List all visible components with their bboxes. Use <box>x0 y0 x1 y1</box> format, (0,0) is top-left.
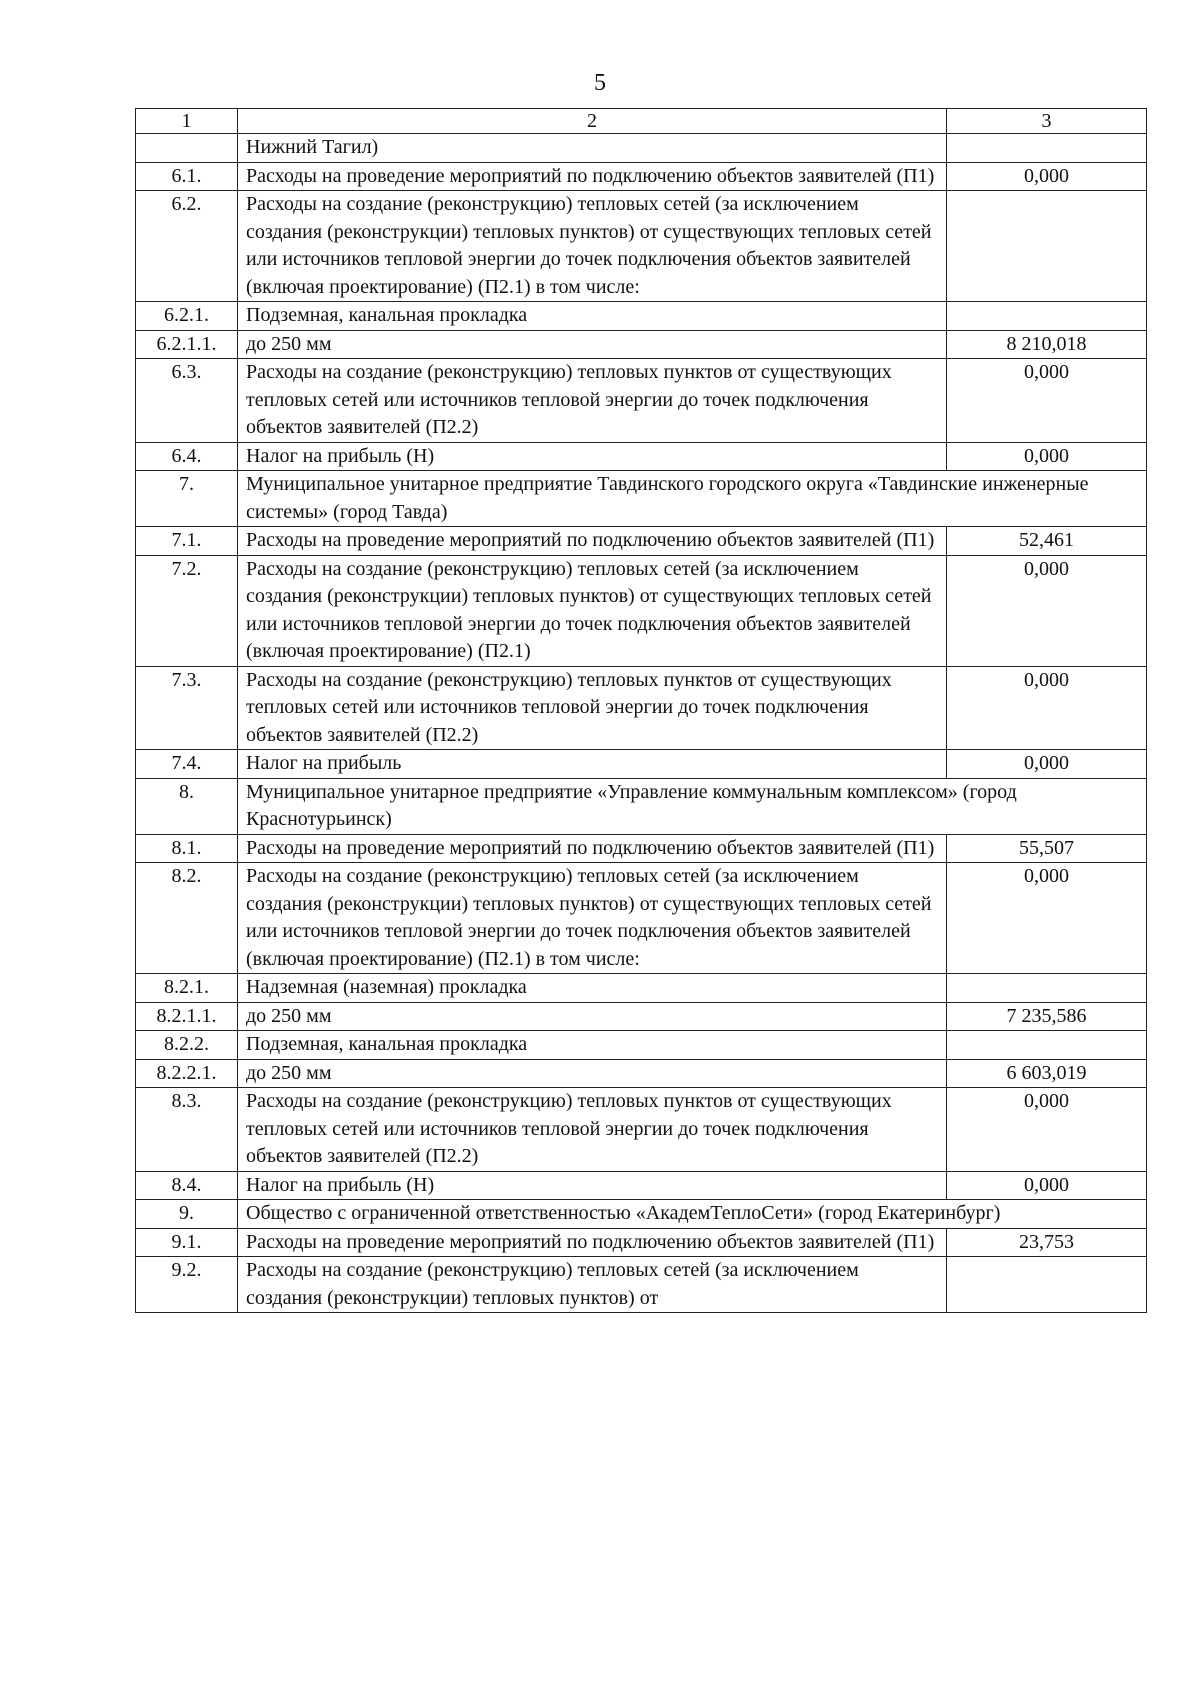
row-value-cell <box>947 1031 1147 1060</box>
table-row <box>136 555 1147 666</box>
row-description-cell: Расходы на создание (реконструкцию) тепловых сетей (за исключением создания (реконструкции) тепловых пунктов) от существующих тепловых сетей или источников тепловой энергии до точек подключения объектов заявителей (включая проектирование) (П2.1) <box>238 555 947 666</box>
table-row <box>136 162 1147 191</box>
table-row <box>136 471 1147 527</box>
table-header-row <box>136 109 1147 134</box>
table-row <box>136 974 1147 1003</box>
row-value-cell <box>947 134 1147 163</box>
row-value-cell <box>947 191 1147 302</box>
table-row <box>136 834 1147 863</box>
table-row <box>136 863 1147 974</box>
row-value-cell: 0,000 <box>947 666 1147 750</box>
row-number-cell: 9.2. <box>136 1257 238 1313</box>
table-row <box>136 778 1147 834</box>
table-body <box>136 109 1147 1313</box>
tariff-table <box>135 108 1147 1313</box>
row-description-cell: Нижний Тагил) <box>238 134 947 163</box>
row-value-cell: 0,000 <box>947 750 1147 779</box>
row-description-cell: Подземная, канальная прокладка <box>238 1031 947 1060</box>
row-number-cell: 8.2. <box>136 863 238 974</box>
row-number-cell: 8.4. <box>136 1171 238 1200</box>
row-number-cell: 7.4. <box>136 750 238 779</box>
row-value-cell: 0,000 <box>947 1088 1147 1172</box>
row-value-cell: 23,753 <box>947 1228 1147 1257</box>
table-row <box>136 1088 1147 1172</box>
row-value-cell: 0,000 <box>947 863 1147 974</box>
table-row <box>136 191 1147 302</box>
row-number-cell: 8.3. <box>136 1088 238 1172</box>
row-description-cell: Налог на прибыль (Н) <box>238 442 947 471</box>
table-row <box>136 302 1147 331</box>
row-value-cell: 55,507 <box>947 834 1147 863</box>
row-description-cell: до 250 мм <box>238 1059 947 1088</box>
header-cell-num: 1 <box>136 109 238 134</box>
row-description-cell: Расходы на создание (реконструкцию) тепловых пунктов от существующих тепловых сетей или источников тепловой энергии до точек подключения объектов заявителей (П2.2) <box>238 666 947 750</box>
row-number-cell: 7.1. <box>136 527 238 556</box>
row-description-cell: Расходы на создание (реконструкцию) тепловых пунктов от существующих тепловых сетей или источников тепловой энергии до точек подключения объектов заявителей (П2.2) <box>238 359 947 443</box>
header-cell-value: 3 <box>947 109 1147 134</box>
organization-name-cell: Муниципальное унитарное предприятие Тавдинского городского округа «Тавдинские инженерные системы» (город Тавда) <box>238 471 1147 527</box>
row-description-cell: Налог на прибыль <box>238 750 947 779</box>
table-row <box>136 1257 1147 1313</box>
row-number-cell: 7. <box>136 471 238 527</box>
row-number-cell: 9.1. <box>136 1228 238 1257</box>
row-value-cell: 7 235,586 <box>947 1002 1147 1031</box>
table-row <box>136 1059 1147 1088</box>
row-description-cell: Расходы на проведение мероприятий по подключению объектов заявителей (П1) <box>238 527 947 556</box>
row-value-cell: 0,000 <box>947 555 1147 666</box>
row-number-cell: 8.2.1. <box>136 974 238 1003</box>
row-value-cell: 0,000 <box>947 162 1147 191</box>
row-number-cell: 8.2.2.1. <box>136 1059 238 1088</box>
row-number-cell: 8.2.1.1. <box>136 1002 238 1031</box>
table-row <box>136 527 1147 556</box>
row-number-cell: 7.3. <box>136 666 238 750</box>
row-description-cell: до 250 мм <box>238 1002 947 1031</box>
table-row <box>136 1228 1147 1257</box>
row-number-cell: 8. <box>136 778 238 834</box>
row-description-cell: Расходы на проведение мероприятий по подключению объектов заявителей (П1) <box>238 834 947 863</box>
table-row <box>136 1200 1147 1229</box>
table-row <box>136 330 1147 359</box>
table-row <box>136 442 1147 471</box>
row-number-cell: 6.3. <box>136 359 238 443</box>
row-value-cell: 0,000 <box>947 1171 1147 1200</box>
row-description-cell: Расходы на создание (реконструкцию) тепловых сетей (за исключением создания (реконструкции) тепловых пунктов) от <box>238 1257 947 1313</box>
row-value-cell: 0,000 <box>947 359 1147 443</box>
row-number-cell: 8.2.2. <box>136 1031 238 1060</box>
row-description-cell: до 250 мм <box>238 330 947 359</box>
table-row <box>136 134 1147 163</box>
row-number-cell: 6.2.1. <box>136 302 238 331</box>
page-number: 5 <box>594 70 606 96</box>
row-value-cell <box>947 302 1147 331</box>
row-number-cell: 6.2.1.1. <box>136 330 238 359</box>
row-value-cell: 8 210,018 <box>947 330 1147 359</box>
table-row <box>136 359 1147 443</box>
table-row <box>136 666 1147 750</box>
row-description-cell: Расходы на проведение мероприятий по подключению объектов заявителей (П1) <box>238 1228 947 1257</box>
row-value-cell: 6 603,019 <box>947 1059 1147 1088</box>
row-value-cell: 52,461 <box>947 527 1147 556</box>
row-number-cell: 7.2. <box>136 555 238 666</box>
row-description-cell: Подземная, канальная прокладка <box>238 302 947 331</box>
row-number-cell <box>136 134 238 163</box>
table-row <box>136 1031 1147 1060</box>
row-number-cell: 9. <box>136 1200 238 1229</box>
row-description-cell: Надземная (наземная) прокладка <box>238 974 947 1003</box>
row-value-cell: 0,000 <box>947 442 1147 471</box>
row-value-cell <box>947 974 1147 1003</box>
row-number-cell: 8.1. <box>136 834 238 863</box>
row-number-cell: 6.2. <box>136 191 238 302</box>
row-number-cell: 6.4. <box>136 442 238 471</box>
organization-name-cell: Муниципальное унитарное предприятие «Управление коммунальным комплексом» (город Краснотурьинск) <box>238 778 1147 834</box>
table-row <box>136 1002 1147 1031</box>
table-row <box>136 1171 1147 1200</box>
row-description-cell: Расходы на создание (реконструкцию) тепловых пунктов от существующих тепловых сетей или источников тепловой энергии до точек подключения объектов заявителей (П2.2) <box>238 1088 947 1172</box>
organization-name-cell: Общество с ограниченной ответственностью «АкадемТеплоСети» (город Екатеринбург) <box>238 1200 1147 1229</box>
header-cell-text: 2 <box>238 109 947 134</box>
row-description-cell: Расходы на создание (реконструкцию) тепловых сетей (за исключением создания (реконструкции) тепловых пунктов) от существующих тепловых сетей или источников тепловой энергии до точек подключения объектов заявителей (включая проектирование) (П2.1) в том числе: <box>238 191 947 302</box>
row-description-cell: Расходы на проведение мероприятий по подключению объектов заявителей (П1) <box>238 162 947 191</box>
row-value-cell <box>947 1257 1147 1313</box>
row-description-cell: Налог на прибыль (Н) <box>238 1171 947 1200</box>
row-number-cell: 6.1. <box>136 162 238 191</box>
row-description-cell: Расходы на создание (реконструкцию) тепловых сетей (за исключением создания (реконструкции) тепловых пунктов) от существующих тепловых сетей или источников тепловой энергии до точек подключения объектов заявителей (включая проектирование) (П2.1) в том числе: <box>238 863 947 974</box>
table-row <box>136 750 1147 779</box>
